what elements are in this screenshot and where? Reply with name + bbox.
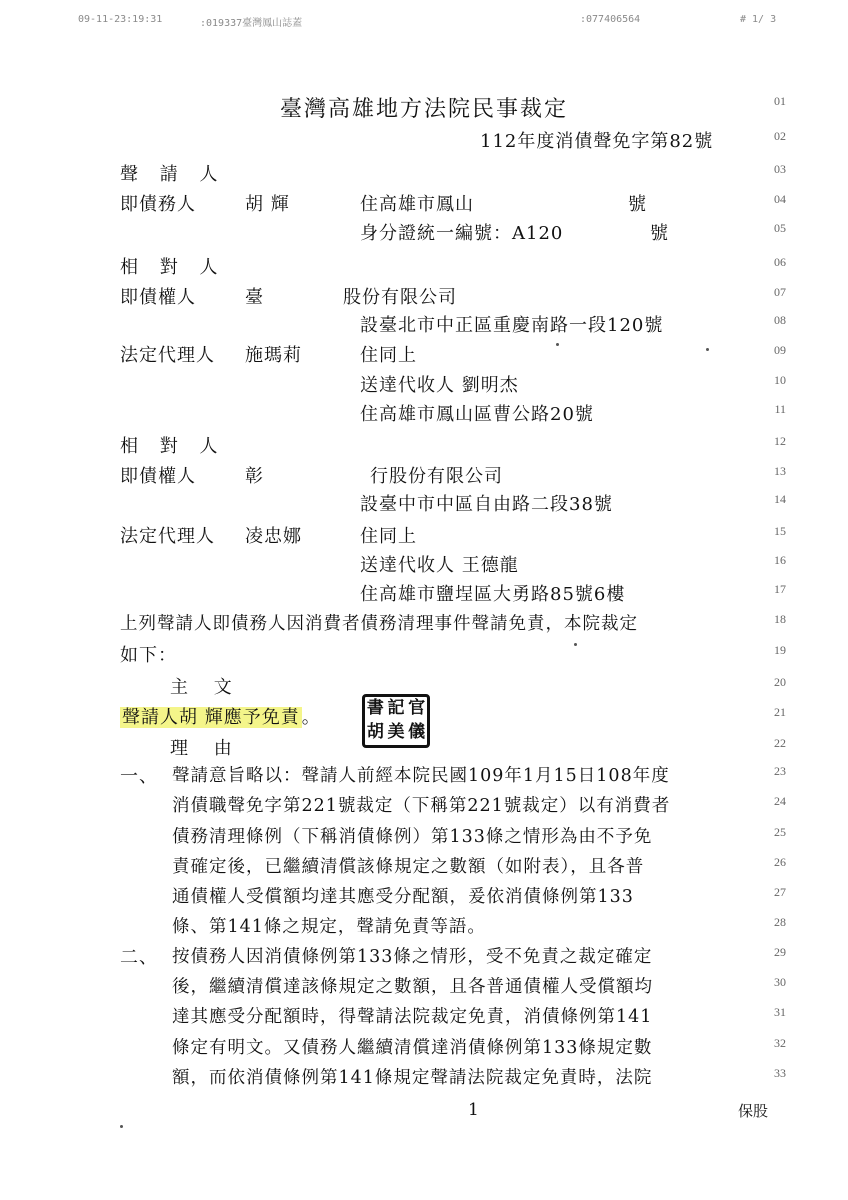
main-ruling-period: 。 (301, 707, 321, 728)
opponent2-agent: 送達代收人 王德龍 (360, 555, 519, 576)
reason-1-line: 責確定後，已繼續清償該條規定之數額（如附表），且各普 (172, 857, 645, 877)
line-number: 06 (774, 255, 786, 269)
line-number: 14 (774, 492, 786, 506)
opponent1-rep-role: 法定代理人 (120, 345, 215, 366)
reason-1-number: 一、 (120, 766, 158, 787)
opponent2-rep-role: 法定代理人 (120, 526, 215, 547)
line-number: 21 (774, 705, 786, 719)
page-number: 1 (468, 1100, 479, 1120)
line-number: 11 (774, 402, 786, 416)
intro-line-1: 上列聲請人即債務人因消費者債務清理事件聲請免責，本院裁定 (120, 614, 638, 634)
line-number: 05 (774, 221, 786, 235)
line-number: 10 (774, 373, 786, 387)
seal-char: 記 (387, 698, 405, 718)
line-number: 26 (774, 855, 786, 869)
opponent1-agent-address: 住高雄市鳳山區曹公路20號 (360, 404, 594, 425)
reason-2-line: 按債務人因消債條例第133條之情形，受不免責之裁定確定 (172, 947, 653, 967)
reason-2-line: 額，而依消債條例第141條規定聲請法院裁定免責時，法院 (172, 1068, 653, 1088)
line-number: 19 (774, 643, 786, 657)
intro-line-2: 如下： (120, 645, 177, 666)
applicant-name: 胡 輝 (245, 194, 290, 215)
opponent1-name-start: 臺 (245, 287, 264, 308)
opponent1-rep-name: 施瑪莉 (245, 345, 302, 366)
case-number: 112年度消債聲免字第82號 (480, 131, 714, 152)
reason-1-line: 聲請意旨略以：聲請人前經本院民國109年1月15日108年度 (172, 766, 670, 786)
line-number: 15 (774, 524, 786, 538)
reason-2-line: 條定有明文。又債務人繼續清償達消債條例第133條規定數 (172, 1038, 653, 1058)
fax-datetime: 09-11-23:19:31 (78, 14, 163, 25)
scan-speck (706, 348, 709, 351)
main-ruling-text: 聲請人胡 輝應予免責 (122, 707, 300, 728)
scan-speck (556, 343, 559, 346)
applicant-id: 身分證統一編號：A120 (360, 223, 564, 244)
opponent1-address: 設臺北市中正區重慶南路一段120號 (360, 315, 664, 336)
reason-1-line: 消債職聲免字第221號裁定（下稱第221號裁定）以有消費者 (172, 796, 671, 816)
reason-heading: 理 由 (170, 738, 242, 759)
reason-1-line: 條、第141條之規定，聲請免責等語。 (172, 917, 486, 937)
line-number: 27 (774, 885, 786, 899)
line-number: 22 (774, 736, 786, 750)
opponent2-rep-address: 住同上 (360, 526, 417, 547)
scan-speck (574, 643, 577, 646)
line-number: 08 (774, 313, 786, 327)
applicant-address-end: 號 (628, 194, 647, 215)
main-ruling (120, 703, 321, 729)
seal-char: 官 (408, 698, 426, 718)
line-number: 28 (774, 915, 786, 929)
opponent2-role: 相 對 人 (120, 436, 226, 457)
main-heading: 主 文 (170, 677, 242, 698)
line-number: 33 (774, 1066, 786, 1080)
opponent2-rep-name: 凌忠娜 (245, 526, 302, 547)
fax-number: :077406564 (580, 14, 641, 25)
line-number: 04 (774, 192, 786, 206)
opponent1-role: 相 對 人 (120, 257, 226, 278)
clerk-seal (362, 694, 430, 748)
line-number: 24 (774, 794, 786, 808)
line-number: 31 (774, 1005, 786, 1019)
line-number: 07 (774, 285, 786, 299)
scan-speck (120, 1125, 123, 1128)
applicant-address: 住高雄市鳳山 (360, 194, 474, 215)
line-number: 01 (774, 94, 786, 108)
opponent1-agent: 送達代收人 劉明杰 (360, 375, 519, 396)
line-number: 03 (774, 162, 786, 176)
line-number: 20 (774, 675, 786, 689)
seal-char: 儀 (408, 722, 426, 742)
line-number: 12 (774, 434, 786, 448)
opponent2-name-end: 行股份有限公司 (370, 466, 503, 487)
opponent2-role-creditor: 即債權人 (120, 466, 196, 487)
line-number: 09 (774, 343, 786, 357)
seal-char: 胡 (366, 722, 384, 742)
opponent1-rep-address: 住同上 (360, 345, 417, 366)
line-number: 02 (774, 129, 786, 143)
line-number: 29 (774, 945, 786, 959)
fax-sender: :019337臺灣鳳山誌蓋 (200, 18, 303, 29)
reason-1-line: 債務清理條例（下稱消債條例）第133條之情形為由不予免 (172, 827, 653, 847)
opponent2-agent-address: 住高雄市鹽埕區大勇路85號6樓 (360, 584, 626, 605)
opponent2-address: 設臺中市中區自由路二段38號 (360, 494, 613, 515)
reason-1-line: 通債權人受償額均達其應受分配額，爰依消債條例第133 (172, 887, 634, 907)
line-number: 16 (774, 553, 786, 567)
line-number: 13 (774, 464, 786, 478)
line-number: 30 (774, 975, 786, 989)
line-number: 32 (774, 1036, 786, 1050)
opponent1-name-end: 股份有限公司 (343, 287, 457, 308)
line-number: 25 (774, 825, 786, 839)
applicant-id-end: 號 (650, 223, 669, 244)
document-title: 臺灣高雄地方法院民事裁定 (279, 97, 568, 122)
opponent1-role-creditor: 即債權人 (120, 287, 196, 308)
reason-2-line: 達其應受分配額時，得聲請法院裁定免責，消債條例第141 (172, 1007, 653, 1027)
applicant-role: 聲 請 人 (120, 164, 226, 185)
seal-char: 書 (366, 698, 384, 718)
reason-2-number: 二、 (120, 947, 158, 968)
seal-char: 美 (387, 722, 405, 742)
opponent2-name-start: 彰 (245, 466, 264, 487)
unit-label: 保股 (738, 1102, 769, 1120)
fax-page: # 1/ 3 (740, 14, 777, 25)
line-number: 18 (774, 612, 786, 626)
reason-2-line: 後，繼續清償達該條規定之數額，且各普通債權人受償額均 (172, 977, 653, 997)
line-number: 23 (774, 764, 786, 778)
line-number: 17 (774, 582, 786, 596)
applicant-role-debtor: 即債務人 (120, 194, 196, 215)
